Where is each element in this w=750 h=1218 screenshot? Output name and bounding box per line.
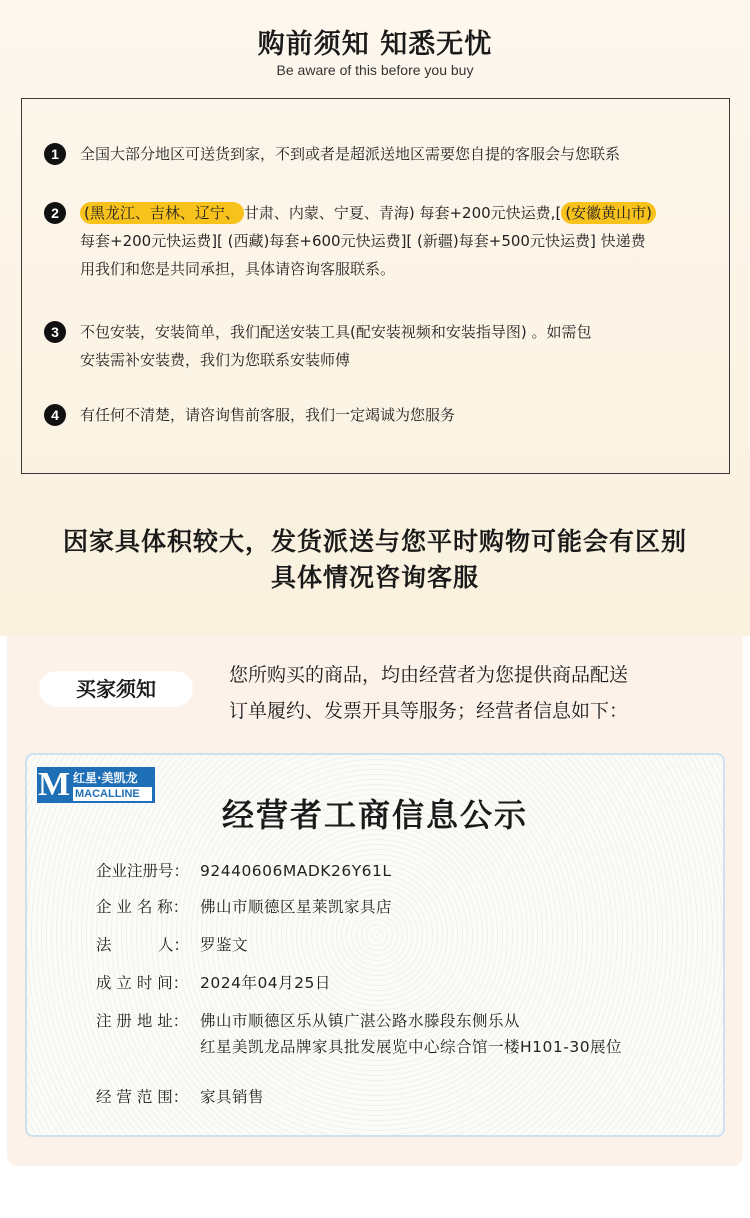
notice-text: 安装需补安装费，我们为您联系安装师傅 [80, 351, 351, 369]
notice-item-3 [44, 318, 704, 374]
field-label: 成 立 时 间： [96, 974, 189, 992]
field-value: 佛山市顺德区星莱凯家具店 [200, 898, 393, 916]
notice-item-4 [44, 401, 704, 429]
field-label: 企 业 名 称： [96, 898, 189, 916]
field-value: 家具销售 [200, 1088, 265, 1106]
field-label: 法 人： [96, 936, 190, 954]
highlight-huangshan: (安徽黄山市) [561, 202, 656, 224]
notice-text: 全国大部分地区可送货到家，不到或者是超派送地区需要您自提的客服会与您联系 [80, 145, 621, 163]
banner-line-1: 因家具体积较大，发货派送与您平时购物可能会有区别 [62, 527, 687, 556]
field-reg-number [96, 858, 392, 884]
buyer-text-line: 订单履约、发票开具等服务；经营者信息如下： [229, 700, 629, 722]
field-label: 企业注册号： [96, 862, 190, 880]
notice-text: 每套+200元快运费][ (西藏)每套+600元快运费][ (新疆)每套+500元快运费] 快递费 [80, 232, 646, 250]
notice-text: 甘肃、内蒙、宁夏、青海) 每套+200元快运费,[ [243, 204, 562, 222]
notice-text: 有任何不清楚，请咨询售前客服，我们一定竭诚为您服务 [80, 406, 456, 424]
field-label: 经 营 范 围： [96, 1088, 189, 1106]
field-value-line-2: 红星美凯龙品牌家具批发展览中心综合馆一楼H101-30展位 [200, 1038, 623, 1056]
number-3-icon: 3 [44, 321, 66, 343]
number-1-icon: 1 [44, 143, 66, 165]
field-legal-person [96, 932, 248, 958]
field-value: 2024年04月25日 [200, 974, 331, 992]
field-value: 92440606MADK26Y61L [200, 862, 392, 880]
banner-line-2: 具体情况咨询客服 [270, 563, 479, 592]
field-business-scope [96, 1084, 264, 1110]
buyer-text-line: 您所购买的商品，均由经营者为您提供商品配送 [229, 664, 629, 686]
field-value: 佛山市顺德区乐从镇广湛公路水滕段东侧乐从 [200, 1012, 521, 1030]
field-value: 罗鉴文 [200, 936, 249, 954]
notice-item-2 [44, 199, 704, 283]
page-subtitle: Be aware of this before you buy [276, 62, 474, 78]
highlight-regions: (黑龙江、吉林、辽宁、 [80, 202, 244, 224]
notice-text: 不包安装，安装简单，我们配送安装工具(配安装视频和安装指导图) 。如需包 [80, 323, 592, 341]
logo-english: MACALLINE [73, 787, 152, 801]
field-founded-date [96, 970, 331, 996]
logo-chinese: 红星·美凯龙 [73, 770, 138, 785]
field-label: 注 册 地 址： [96, 1012, 189, 1030]
buyer-notice-text [229, 657, 719, 729]
notice-text: 用我们和您是共同承担，具体请咨询客服联系。 [80, 260, 396, 278]
logo-m-icon: M [37, 766, 71, 803]
notice-item-1 [44, 140, 704, 168]
field-company-name [96, 894, 392, 920]
buyer-notice-pill: 买家须知 [39, 671, 193, 707]
number-2-icon: 2 [44, 202, 66, 224]
business-info-title: 经营者工商信息公示 [221, 796, 528, 834]
field-address [96, 1008, 623, 1056]
notice-box [21, 98, 730, 474]
number-4-icon: 4 [44, 404, 66, 426]
page-title: 购前须知 知悉无忧 [257, 29, 493, 60]
